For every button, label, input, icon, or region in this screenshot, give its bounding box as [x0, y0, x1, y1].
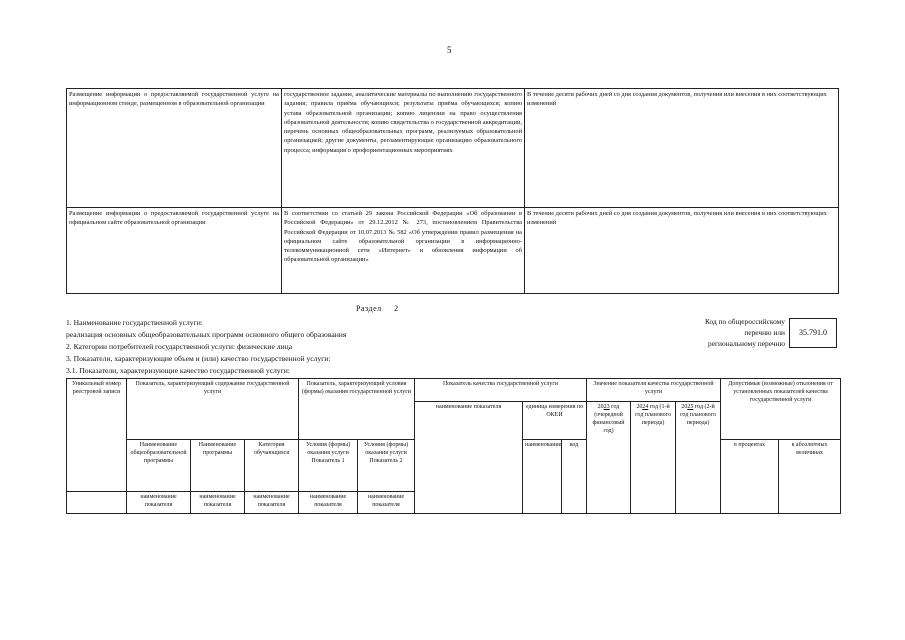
quality-table [66, 378, 841, 514]
year-3-suffix: год (2-й год планового периода) [680, 404, 716, 427]
year-2-value: 24 [642, 404, 649, 410]
col-category: Категория обучающихся [245, 440, 299, 492]
col-pname: наименование показателя [127, 492, 191, 514]
col-conditions: Показатель, характеризующий условия (формы) оказания государственной услуги [299, 379, 415, 440]
info-table [66, 88, 839, 294]
year-2-prefix: 20 [636, 404, 643, 410]
col-pname: наименование показателя [358, 492, 415, 514]
info-content-cell: В соответствии со статьей 29 закона Российской Федерации «Об образовании в Российской Федерации» от 29.12.2012 № 273, постановлением Правительства Российской Федерации от 10.07.2013 № 582 «Об утверждении правил размещения на официальном сайте образовательной организации в информационно-телекоммуникационной сети «Интернет» и обновления информации об образовательной организации» [282, 208, 525, 294]
col-pname: наименование показателя [191, 492, 245, 514]
year-2-suffix: год (1-й год планового периода) [635, 404, 671, 427]
code-value-box: 35.791.0 [789, 318, 837, 348]
year-3-prefix: 20 [681, 404, 688, 410]
year-1-suffix: год (очередной финансовый год) [592, 404, 625, 435]
info-content-cell: государственное задание, аналитические материалы по выполнению государственного задания; правила приёма обучающихся; результаты приёма обучающихся; копию устава образовательной организации; копию лицензии на право осуществления образовательной деятельности; копию свидетельства о государственной аккредитации, перечень основных общеобразовательных программ, реализуемых образовательной организацией; другие документы, регламентирующие организацию образовательного процесса; информация о профориентационных мероприятиях [282, 89, 525, 208]
col-unit: единица измерения по ОКЕИ [523, 402, 587, 440]
code-label-line2: перечню или [744, 328, 785, 338]
col-quality: Показатель качества государственной услуги [415, 379, 587, 402]
service-name-value: реализация основных общеобразовательных программ основного общего образования [66, 330, 347, 339]
year-1-value: 23 [603, 404, 610, 410]
col-condition-1: Условия (формы) оказания услуги Показатель 1 [299, 440, 358, 492]
year-1-prefix: 20 [597, 404, 604, 410]
info-method-cell: Размещение информации о предоставляемой государственной услуге на официальном сайте образовательной организации [67, 208, 282, 294]
code-label-line1: Код по общероссийскому [704, 317, 785, 326]
col-indicator-name: наименование показателя [415, 402, 523, 514]
section-title: Раздел [356, 304, 382, 313]
service-name-label: 1. Наименование государственной услуги: [66, 318, 203, 327]
col-pname: наименование показателя [299, 492, 358, 514]
col-pname: наименование показателя [245, 492, 299, 514]
col-percent: в процентах [721, 440, 779, 514]
col-unit-name: наименование [523, 440, 562, 514]
col-absolute: в абсолютных величинах [779, 440, 841, 514]
col-year-3 [676, 402, 721, 514]
col-values: Значение показателя качества государственной услуги [587, 379, 721, 402]
code-label [640, 316, 785, 349]
col-content: Показатель, характеризующий содержание государственной услуги [127, 379, 299, 440]
page-number: 5 [447, 45, 452, 55]
section-header [356, 304, 399, 313]
indicators-heading: 3. Показатели, характеризующие объем и (или) качество государственной услуги: [66, 354, 331, 363]
section-number: 2 [394, 304, 399, 313]
table-header-row [67, 379, 841, 402]
col-deviation: Допустимые (возможные) отклонения от установленных показателей качества государственной услуги [721, 379, 841, 440]
col-year-1 [587, 402, 631, 514]
table-row [67, 208, 839, 294]
info-frequency-cell: В течение десяти рабочих дней со дня создания документов, получения или внесения в них соответствующих изменений [525, 89, 839, 208]
info-frequency-cell: В течение десяти рабочих дней со дня создания документов, получения или внесения в них соответствующих изменений [525, 208, 839, 294]
quality-indicators-heading: 3.1. Показатели, характеризующие качество государственной услуги: [66, 366, 290, 375]
col-program-name: Наименование общеобразовательной программы [127, 440, 191, 492]
info-method-cell: Размещение информации о предоставляемой государственной услуге на информационном стенде, размещенном в образовательной организации [67, 89, 282, 208]
code-label-line3: региональному перечню [708, 339, 785, 349]
year-3-value: 25 [687, 404, 694, 410]
col-condition-2: Условия (формы) оказания услуги Показатель 2 [358, 440, 415, 492]
col-unit-code: код [562, 440, 587, 514]
col-programs: Наименование программы [191, 440, 245, 492]
col-pname [67, 492, 127, 514]
col-unique-number: Уникальный номер реестровой записи [67, 379, 127, 492]
table-row [67, 89, 839, 208]
col-year-2 [631, 402, 676, 514]
consumer-category: 2. Категории потребителей государственной услуги: физические лица [66, 342, 293, 351]
